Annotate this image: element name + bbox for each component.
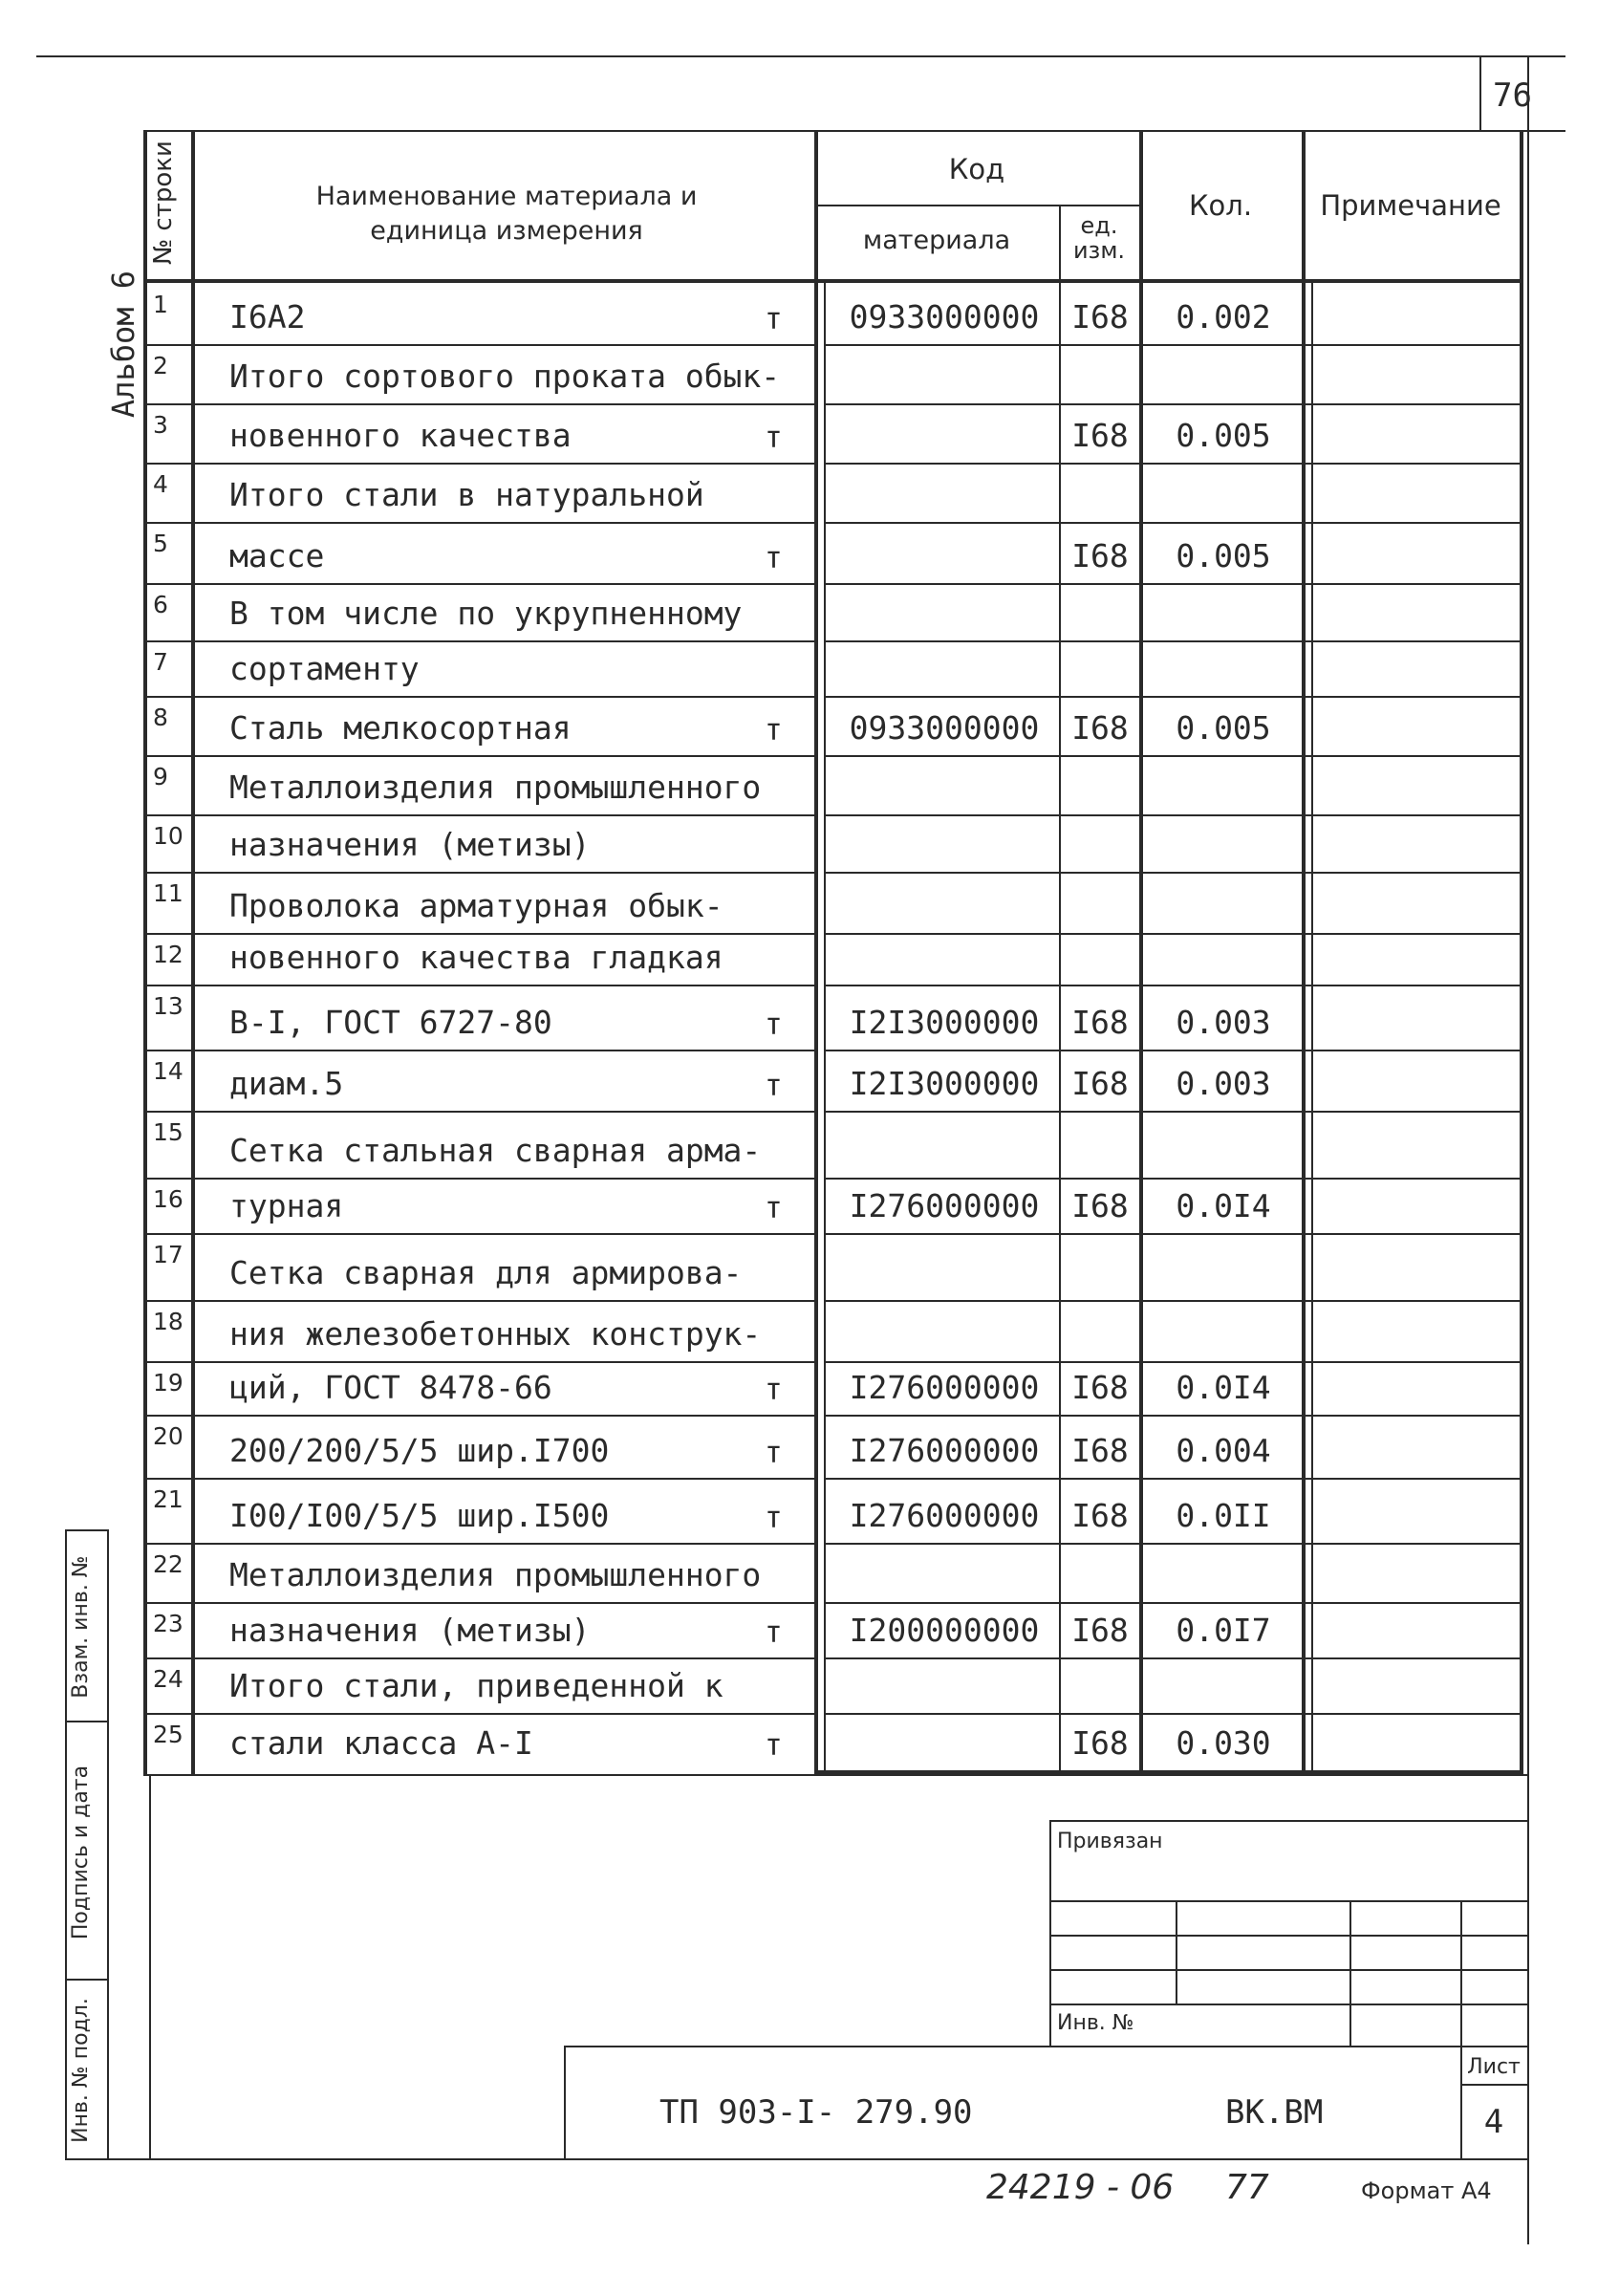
material-name: стали класса А-I	[229, 1724, 533, 1762]
footer-number: 77	[1225, 2168, 1269, 2207]
doc-code: ТП 903-I- 279.90	[659, 2093, 973, 2132]
sheet-label: Лист	[1467, 2055, 1521, 2079]
row-divider	[145, 1300, 191, 1302]
unit-code: I68	[1071, 1612, 1129, 1649]
unit: т	[765, 1501, 783, 1535]
row-number: 20	[153, 1422, 183, 1450]
material-code: I2I3000000	[849, 1004, 1040, 1041]
row-divider	[191, 583, 814, 585]
material-name: Итого сортового проката обык-	[229, 357, 781, 395]
unit-code: I68	[1071, 1497, 1129, 1534]
row-divider	[191, 522, 814, 524]
material-code: I200000000	[849, 1612, 1040, 1649]
unit: т	[765, 1728, 783, 1763]
quantity: 0.030	[1176, 1724, 1271, 1762]
row-divider	[824, 463, 1523, 465]
row-number: 1	[153, 291, 168, 318]
row-divider	[191, 1543, 814, 1545]
row-divider	[191, 933, 814, 935]
row-number: 10	[153, 822, 183, 850]
row-divider	[145, 755, 191, 757]
row-number: 24	[153, 1665, 183, 1693]
row-divider	[145, 1415, 191, 1417]
row-divider	[145, 1111, 191, 1113]
quantity: 0.002	[1176, 298, 1271, 336]
quantity: 0.005	[1176, 709, 1271, 747]
material-name: Металлоизделия промышленного	[229, 1556, 762, 1593]
material-name: турная	[229, 1187, 344, 1224]
unit: т	[765, 713, 783, 747]
row-divider	[191, 1713, 814, 1715]
row-divider	[824, 1602, 1523, 1604]
stamp-podpis-data: Подпись и дата	[69, 1765, 93, 1940]
material-name: назначения (метизы)	[229, 826, 591, 863]
row-divider	[145, 872, 191, 874]
row-divider	[145, 403, 191, 405]
header-note: Примечание	[1320, 189, 1501, 222]
row-divider	[824, 1111, 1523, 1113]
material-name: диам.5	[229, 1065, 344, 1102]
row-number: 11	[153, 879, 183, 907]
quantity: 0.0I4	[1176, 1369, 1271, 1406]
unit: т	[765, 1373, 783, 1407]
row-number: 7	[153, 648, 168, 676]
material-name: В том числе по укрупненному	[229, 595, 743, 632]
header-code-unit-l2: изм.	[1072, 237, 1126, 264]
row-divider	[824, 1713, 1523, 1715]
row-divider	[145, 696, 191, 698]
row-divider	[145, 1657, 191, 1659]
row-divider	[824, 522, 1523, 524]
row-number: 19	[153, 1369, 183, 1397]
header-name-line2: единица измерения	[370, 216, 643, 246]
material-name: Металлоизделия промышленного	[229, 769, 762, 806]
material-name: назначения (метизы)	[229, 1612, 591, 1649]
header-name-line1: Наименование материала и	[315, 182, 698, 211]
header-qty: Кол.	[1188, 189, 1253, 222]
row-number: 3	[153, 411, 168, 439]
material-code: 0933000000	[849, 298, 1040, 336]
header-code-unit-l1: ед.	[1080, 212, 1118, 239]
quantity: 0.0I7	[1176, 1612, 1271, 1649]
row-divider	[145, 1478, 191, 1480]
row-divider	[191, 1361, 814, 1363]
row-number: 6	[153, 591, 168, 618]
row-number: 4	[153, 470, 168, 498]
row-number: 23	[153, 1610, 183, 1637]
unit-code: I68	[1071, 1724, 1129, 1762]
row-divider	[191, 755, 814, 757]
row-divider	[824, 755, 1523, 757]
row-number: 25	[153, 1721, 183, 1748]
unit: т	[765, 421, 783, 455]
material-name: сортаменту	[229, 650, 420, 687]
row-number: 5	[153, 530, 168, 557]
row-divider	[145, 814, 191, 816]
unit: т	[765, 1069, 783, 1103]
row-number: 9	[153, 763, 168, 791]
material-name: В-I, ГОСТ 6727-80	[229, 1004, 552, 1041]
row-divider	[824, 814, 1523, 816]
material-code: I276000000	[849, 1497, 1040, 1534]
row-divider	[191, 696, 814, 698]
row-divider	[191, 344, 814, 346]
row-number: 13	[153, 992, 183, 1020]
material-name: ций, ГОСТ 8478-66	[229, 1369, 552, 1406]
unit: т	[765, 541, 783, 575]
format-label: Формат А4	[1361, 2177, 1492, 2204]
unit: т	[765, 302, 783, 336]
row-divider	[145, 583, 191, 585]
row-divider	[191, 985, 814, 986]
unit: т	[765, 1615, 783, 1650]
row-divider	[145, 344, 191, 346]
row-divider	[145, 1178, 191, 1180]
quantity: 0.0II	[1176, 1497, 1271, 1534]
row-divider	[145, 1361, 191, 1363]
row-divider	[191, 403, 814, 405]
material-name: массе	[229, 537, 325, 574]
stamp-inv-podl: Инв. № подл.	[69, 1998, 93, 2143]
unit: т	[765, 1436, 783, 1470]
row-divider	[145, 1543, 191, 1545]
row-divider	[145, 640, 191, 642]
row-number: 2	[153, 352, 168, 379]
unit-code: I68	[1071, 1369, 1129, 1406]
row-divider	[145, 522, 191, 524]
row-divider	[824, 640, 1523, 642]
material-name: новенного качества	[229, 417, 572, 454]
row-divider	[191, 814, 814, 816]
stamp-vzam-inv: Взам. инв. №	[69, 1555, 93, 1699]
quantity: 0.003	[1176, 1004, 1271, 1041]
row-divider	[824, 1233, 1523, 1235]
material-code: 0933000000	[849, 709, 1040, 747]
unit-code: I68	[1071, 709, 1129, 747]
unit-code: I68	[1071, 417, 1129, 454]
row-divider	[824, 583, 1523, 585]
material-name: ния железобетонных конструк-	[229, 1315, 762, 1353]
row-divider	[824, 344, 1523, 346]
row-divider	[824, 985, 1523, 986]
material-name: I6A2	[229, 298, 306, 336]
material-name: Итого стали, приведенной к	[229, 1667, 723, 1704]
doc-suffix: ВК.ВМ	[1225, 2093, 1324, 2132]
material-code: I2I3000000	[849, 1065, 1040, 1102]
row-number: 14	[153, 1057, 183, 1085]
unit: т	[765, 1191, 783, 1225]
row-number: 16	[153, 1185, 183, 1213]
row-divider	[145, 1233, 191, 1235]
row-divider	[191, 463, 814, 465]
row-divider	[145, 1713, 191, 1715]
row-divider	[191, 872, 814, 874]
row-divider	[824, 872, 1523, 874]
row-divider	[191, 1602, 814, 1604]
quantity: 0.004	[1176, 1432, 1271, 1469]
row-divider	[824, 1178, 1523, 1180]
row-divider	[824, 403, 1523, 405]
row-number: 8	[153, 704, 168, 731]
row-divider	[145, 933, 191, 935]
row-number: 21	[153, 1485, 183, 1513]
quantity: 0.0I4	[1176, 1187, 1271, 1224]
row-divider	[824, 933, 1523, 935]
material-name: Сетка сварная для армирова-	[229, 1254, 743, 1291]
handwritten-number: 24219 - 06	[986, 2168, 1175, 2207]
quantity: 0.005	[1176, 537, 1271, 574]
material-name: Сталь мелкосортная	[229, 709, 572, 747]
row-divider	[191, 1657, 814, 1659]
row-divider	[145, 1602, 191, 1604]
inv-no-label: Инв. №	[1057, 2011, 1134, 2035]
row-divider	[145, 463, 191, 465]
header-row-no: № строки	[149, 141, 178, 265]
material-code: I276000000	[849, 1369, 1040, 1406]
row-divider	[824, 1478, 1523, 1480]
material-code: I276000000	[849, 1432, 1040, 1469]
material-name: новенного качества гладкая	[229, 939, 723, 976]
row-divider	[191, 1050, 814, 1051]
row-divider	[191, 1415, 814, 1417]
row-divider	[824, 1050, 1523, 1051]
row-divider	[824, 696, 1523, 698]
material-name: I00/I00/5/5 шир.I500	[229, 1497, 610, 1534]
quantity: 0.005	[1176, 417, 1271, 454]
row-number: 17	[153, 1241, 183, 1268]
row-divider	[824, 1543, 1523, 1545]
unit-code: I68	[1071, 1065, 1129, 1102]
unit-code: I68	[1071, 1004, 1129, 1041]
row-number: 12	[153, 941, 183, 968]
row-divider	[145, 1050, 191, 1051]
sheet-value: 4	[1483, 2103, 1504, 2141]
row-divider	[191, 1178, 814, 1180]
row-divider	[191, 640, 814, 642]
row-divider	[824, 1415, 1523, 1417]
unit-code: I68	[1071, 1187, 1129, 1224]
page-number: 76	[1493, 76, 1532, 115]
row-number: 22	[153, 1550, 183, 1578]
material-name: 200/200/5/5 шир.I700	[229, 1432, 610, 1469]
material-name: Проволока арматурная обык-	[229, 887, 723, 924]
material-code: I276000000	[849, 1187, 1040, 1224]
unit-code: I68	[1071, 298, 1129, 336]
row-divider	[191, 1300, 814, 1302]
unit-code: I68	[1071, 1432, 1129, 1469]
row-divider	[824, 1300, 1523, 1302]
privyazan-label: Привязан	[1057, 1830, 1163, 1853]
row-divider	[824, 1361, 1523, 1363]
header-code-material: материала	[862, 226, 1011, 255]
row-number: 18	[153, 1308, 183, 1335]
material-name: Итого стали в натуральной	[229, 476, 704, 513]
row-divider	[191, 1478, 814, 1480]
row-divider	[191, 1233, 814, 1235]
row-divider	[145, 985, 191, 986]
quantity: 0.003	[1176, 1065, 1271, 1102]
row-divider	[824, 1657, 1523, 1659]
material-name: Сетка стальная сварная арма-	[229, 1132, 762, 1169]
album-label: Альбом 6	[105, 270, 141, 419]
unit: т	[765, 1007, 783, 1042]
row-divider	[191, 1111, 814, 1113]
unit-code: I68	[1071, 537, 1129, 574]
row-number: 15	[153, 1118, 183, 1146]
header-code: Код	[948, 153, 1005, 185]
